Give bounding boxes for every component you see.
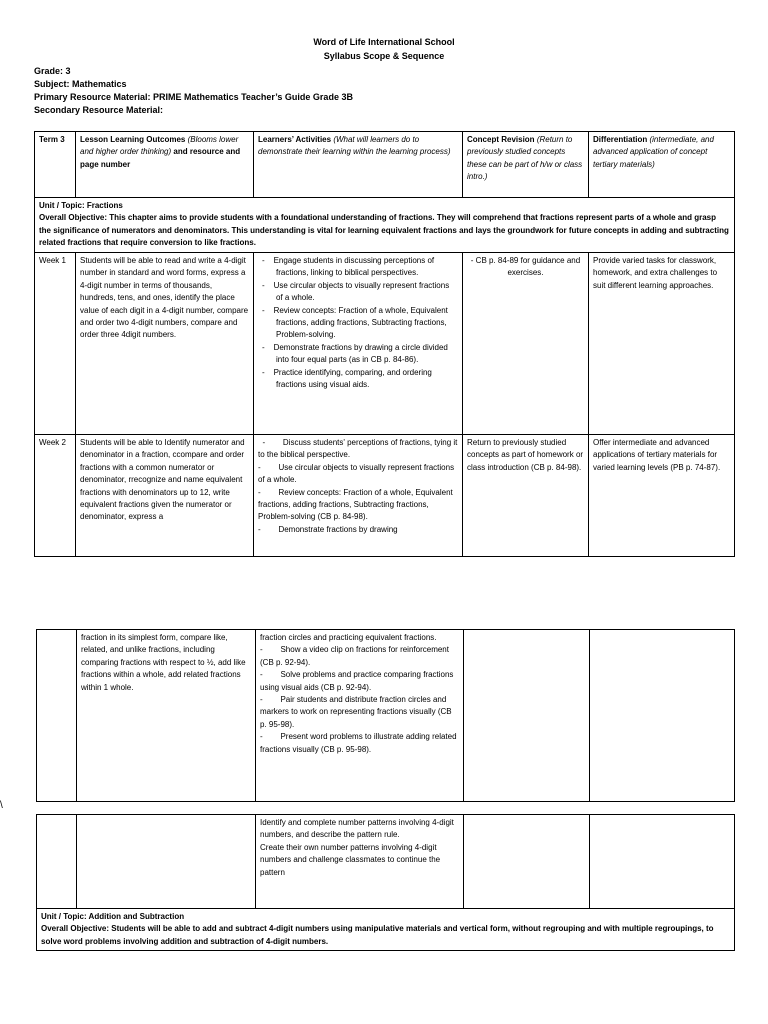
document-title: Syllabus Scope & Sequence <box>323 51 445 61</box>
unit-fractions-topic: Unit / Topic: Fractions <box>39 201 123 210</box>
school-name: Word of Life International School <box>313 37 455 47</box>
list-item: - Use circular objects to visually represent fractions of a whole. <box>258 462 455 485</box>
list-item: - Show a video clip on fractions for reinforcement (CB p. 92-94). <box>260 645 449 667</box>
week2-activities <box>254 435 463 557</box>
list-item: - Discuss students' perceptions of fractions, tying it to the biblical perspective. <box>258 438 458 460</box>
week1-revision: - CB p. 84-89 for guidance and exercises. <box>463 253 589 435</box>
activities-header: Learners’ Activities (What will learners do to demonstrate their learning within the learning process) <box>254 132 463 198</box>
primary-resource-line: Primary Resource Material: PRIME Mathematics Teacher’s Guide Grade 3B <box>34 92 353 102</box>
list-item: - Review concepts: Fraction of a whole, Equivalent fractions, adding fractions, Subtracting fractions, Problem-solving. <box>262 305 448 340</box>
week2-outcomes: Students will be able to Identify numerator and denominator in a fraction, ccompare and order fractions with a common numerator or denominator, rrecognize and name equivalent fractions with denominators up to 12, write equivalent fractions given the numerator or denominator, express a <box>76 435 254 557</box>
differentiation-header: Differentiation (intermediate, and advanced application of concept tertiary materials) <box>589 132 735 198</box>
week2-continued-row <box>37 630 735 802</box>
empty-cell <box>37 630 77 802</box>
unit-addition-row <box>37 909 735 951</box>
syllabus-table-patterns <box>36 814 735 951</box>
secondary-resource-line: Secondary Resource Material: <box>34 105 164 115</box>
unit-fractions-objective: Overall Objective: This chapter aims to provide students with a foundational understanding of fractions. They will comprehend that fractions represent parts of a whole and grasp the significance of numerators and denominators. This understanding is vital for learning equivalent fractions and lays the groundwork for future concepts in adding and subtracting related fractions that require conversion to like fractions. <box>39 213 729 248</box>
subject-line: Subject: Mathematics <box>34 79 127 89</box>
term-header: Term 3 <box>35 132 76 198</box>
meta-block <box>34 65 353 117</box>
list-item: - Engage students in discussing perceptions of fractions, linking to biblical perspectives. <box>262 256 435 278</box>
list-item: - Demonstrate fractions by drawing <box>258 524 398 534</box>
list-item: - Review concepts: Fraction of a whole, Equivalent fractions, adding fractions, Subtracting fractions, Problem-solving (CB p. 84-98). <box>258 487 453 522</box>
unit-addition-topic: Unit / Topic: Addition and Subtraction <box>41 912 185 921</box>
unit-fractions-cell <box>35 198 735 253</box>
week1-outcomes: Students will be able to read and write a 4-digit number in standard and word forms, express a 4-digit number in terms of thousands, hundreds, tens, and ones, identify the place value of each digit in a 4-digit number, compare and order two 4-digit numbers, compare and order three 4digit numbers. <box>76 253 254 435</box>
unit-addition-objective: Overall Objective: Students will be able to add and subtract 4-digit numbers using manipulative materials and vertical form, without regrouping and with multiple regroupings, to solve word problems involving addition and subtraction of 4-digit numbers. <box>41 924 714 946</box>
week1-activities <box>254 253 463 435</box>
empty-cell <box>77 815 256 909</box>
list-item: - Demonstrate fractions by drawing a circle divided into four equal parts (as in CB p. 84-86). <box>262 342 448 365</box>
week1-differentiation: Provide varied tasks for classwork, homework, and extra challenges to suit different learning approaches. <box>589 253 735 435</box>
week1-row <box>35 253 735 435</box>
list-item: fraction circles and practicing equivalent fractions. <box>260 633 437 642</box>
empty-cell <box>464 815 590 909</box>
grade-line: Grade: 3 <box>34 66 71 76</box>
week2-row <box>35 435 735 557</box>
unit-fractions-row <box>35 198 735 253</box>
patterns-row <box>37 815 735 909</box>
header-row <box>35 132 735 198</box>
revision-header: Concept Revision (Return to previously studied concepts these can be part of h/w or class intro.) <box>463 132 589 198</box>
list-item: - Use circular objects to visually represent fractions of a whole. <box>262 280 450 303</box>
empty-cell <box>590 630 735 802</box>
week1-label: Week 1 <box>35 253 76 435</box>
week2-label: Week 2 <box>35 435 76 557</box>
list-item: - Pair students and distribute fraction circles and markers to work on representing fractions visually (CB p. 95-98). <box>260 695 452 729</box>
empty-cell <box>464 630 590 802</box>
syllabus-table-page1 <box>34 131 735 557</box>
empty-cell <box>37 815 77 909</box>
list-item: Create their own number patterns involving 4-digit numbers and challenge classmates to continue the pattern <box>260 842 441 877</box>
week2-revision: Return to previously studied concepts as part of homework or class introduction (CB p. 84-98). <box>463 435 589 557</box>
list-item: Identify and complete number patterns involving 4-digit numbers, and describe the pattern rule. <box>260 818 454 840</box>
week2-activities-continued <box>256 630 464 802</box>
stray-backslash-mark: \ <box>0 800 3 811</box>
list-item: - Solve problems and practice comparing fractions using visual aids (CB p. 92-94). <box>260 670 454 692</box>
patterns-activities <box>256 815 464 909</box>
list-item: - Practice identifying, comparing, and ordering fractions using visual aids. <box>262 367 432 390</box>
week2-differentiation: Offer intermediate and advanced applications of tertiary materials for varied learning levels (PB p. 74-87). <box>589 435 735 557</box>
list-item: - Present word problems to illustrate adding related fractions visually (CB p. 95-98). <box>260 732 457 754</box>
syllabus-table-continued <box>36 629 735 802</box>
outcomes-header: Lesson Learning Outcomes (Blooms lower and higher order thinking) and resource and page number <box>76 132 254 198</box>
week2-outcomes-continued: fraction in its simplest form, compare like, related, and unlike fractions, including comparing fractions with respect to ½, add like fractions within a whole, add related fractions within 1 whole. <box>77 630 256 802</box>
empty-cell <box>590 815 735 909</box>
unit-addition-cell <box>37 909 735 951</box>
